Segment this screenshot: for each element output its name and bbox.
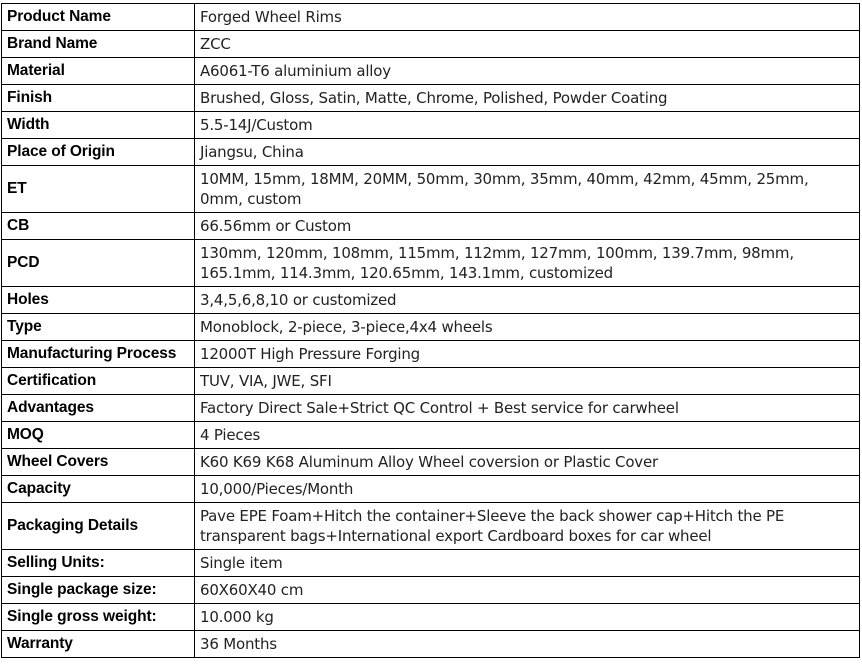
spec-row-finish bbox=[2, 85, 860, 112]
spec-value: K60 K69 K68 Aluminum Alloy Wheel coversion or Plastic Cover bbox=[195, 449, 860, 476]
spec-value: 4 Pieces bbox=[195, 422, 860, 449]
spec-row-manufacturing-process bbox=[2, 341, 860, 368]
spec-label: Place of Origin bbox=[2, 139, 195, 166]
spec-label: Product Name bbox=[2, 4, 195, 31]
spec-row-wheel-covers bbox=[2, 449, 860, 476]
spec-value: 10,000/Pieces/Month bbox=[195, 476, 860, 503]
spec-row-product-name bbox=[2, 4, 860, 31]
spec-label: Single package size: bbox=[2, 577, 195, 604]
spec-value: Single item bbox=[195, 550, 860, 577]
spec-value: 36 Months bbox=[195, 631, 860, 658]
spec-value: TUV, VIA, JWE, SFI bbox=[195, 368, 860, 395]
spec-row-certification bbox=[2, 368, 860, 395]
spec-value: A6061-T6 aluminium alloy bbox=[195, 58, 860, 85]
spec-row-et bbox=[2, 166, 860, 213]
spec-row-holes bbox=[2, 287, 860, 314]
spec-row-width bbox=[2, 112, 860, 139]
spec-value: 12000T High Pressure Forging bbox=[195, 341, 860, 368]
spec-label: PCD bbox=[2, 240, 195, 287]
spec-label: Type bbox=[2, 314, 195, 341]
spec-label: Holes bbox=[2, 287, 195, 314]
spec-label: Manufacturing Process bbox=[2, 341, 195, 368]
spec-value: Brushed, Gloss, Satin, Matte, Chrome, Polished, Powder Coating bbox=[195, 85, 860, 112]
spec-row-warranty bbox=[2, 631, 860, 658]
spec-label: CB bbox=[2, 213, 195, 240]
spec-row-selling-units bbox=[2, 550, 860, 577]
spec-value: 10MM, 15mm, 18MM, 20MM, 50mm, 30mm, 35mm, 40mm, 42mm, 45mm, 25mm, 0mm, custom bbox=[195, 166, 860, 213]
spec-value: 66.56mm or Custom bbox=[195, 213, 860, 240]
spec-row-type bbox=[2, 314, 860, 341]
spec-value: Jiangsu, China bbox=[195, 139, 860, 166]
spec-value: Pave EPE Foam+Hitch the container+Sleeve the back shower cap+Hitch the PE transparent bags+International export Cardboard boxes for car wheel bbox=[195, 503, 860, 550]
spec-label: MOQ bbox=[2, 422, 195, 449]
spec-row-single-package-size bbox=[2, 577, 860, 604]
spec-row-packaging-details bbox=[2, 503, 860, 550]
spec-row-place-of-origin bbox=[2, 139, 860, 166]
spec-row-material bbox=[2, 58, 860, 85]
spec-label: Advantages bbox=[2, 395, 195, 422]
spec-row-pcd bbox=[2, 240, 860, 287]
spec-value: ZCC bbox=[195, 31, 860, 58]
spec-value: 5.5-14J/Custom bbox=[195, 112, 860, 139]
spec-value: Monoblock, 2-piece, 3-piece,4x4 wheels bbox=[195, 314, 860, 341]
spec-row-advantages bbox=[2, 395, 860, 422]
spec-value: Forged Wheel Rims bbox=[195, 4, 860, 31]
spec-label: ET bbox=[2, 166, 195, 213]
spec-label: Wheel Covers bbox=[2, 449, 195, 476]
spec-label: Width bbox=[2, 112, 195, 139]
spec-row-brand-name bbox=[2, 31, 860, 58]
spec-label: Selling Units: bbox=[2, 550, 195, 577]
spec-value: 60X60X40 cm bbox=[195, 577, 860, 604]
spec-row-cb bbox=[2, 213, 860, 240]
spec-row-capacity bbox=[2, 476, 860, 503]
spec-value: 130mm, 120mm, 108mm, 115mm, 112mm, 127mm, 100mm, 139.7mm, 98mm, 165.1mm, 114.3mm, 120.65mm, 143.1mm, customized bbox=[195, 240, 860, 287]
spec-row-moq bbox=[2, 422, 860, 449]
spec-label: Brand Name bbox=[2, 31, 195, 58]
product-spec-table bbox=[1, 3, 860, 658]
spec-row-single-gross-weight bbox=[2, 604, 860, 631]
spec-label: Finish bbox=[2, 85, 195, 112]
spec-value: Factory Direct Sale+Strict QC Control + Best service for carwheel bbox=[195, 395, 860, 422]
spec-value: 10.000 kg bbox=[195, 604, 860, 631]
spec-value: 3,4,5,6,8,10 or customized bbox=[195, 287, 860, 314]
spec-label: Capacity bbox=[2, 476, 195, 503]
spec-label: Material bbox=[2, 58, 195, 85]
spec-label: Certification bbox=[2, 368, 195, 395]
spec-label: Packaging Details bbox=[2, 503, 195, 550]
spec-label: Single gross weight: bbox=[2, 604, 195, 631]
spec-label: Warranty bbox=[2, 631, 195, 658]
